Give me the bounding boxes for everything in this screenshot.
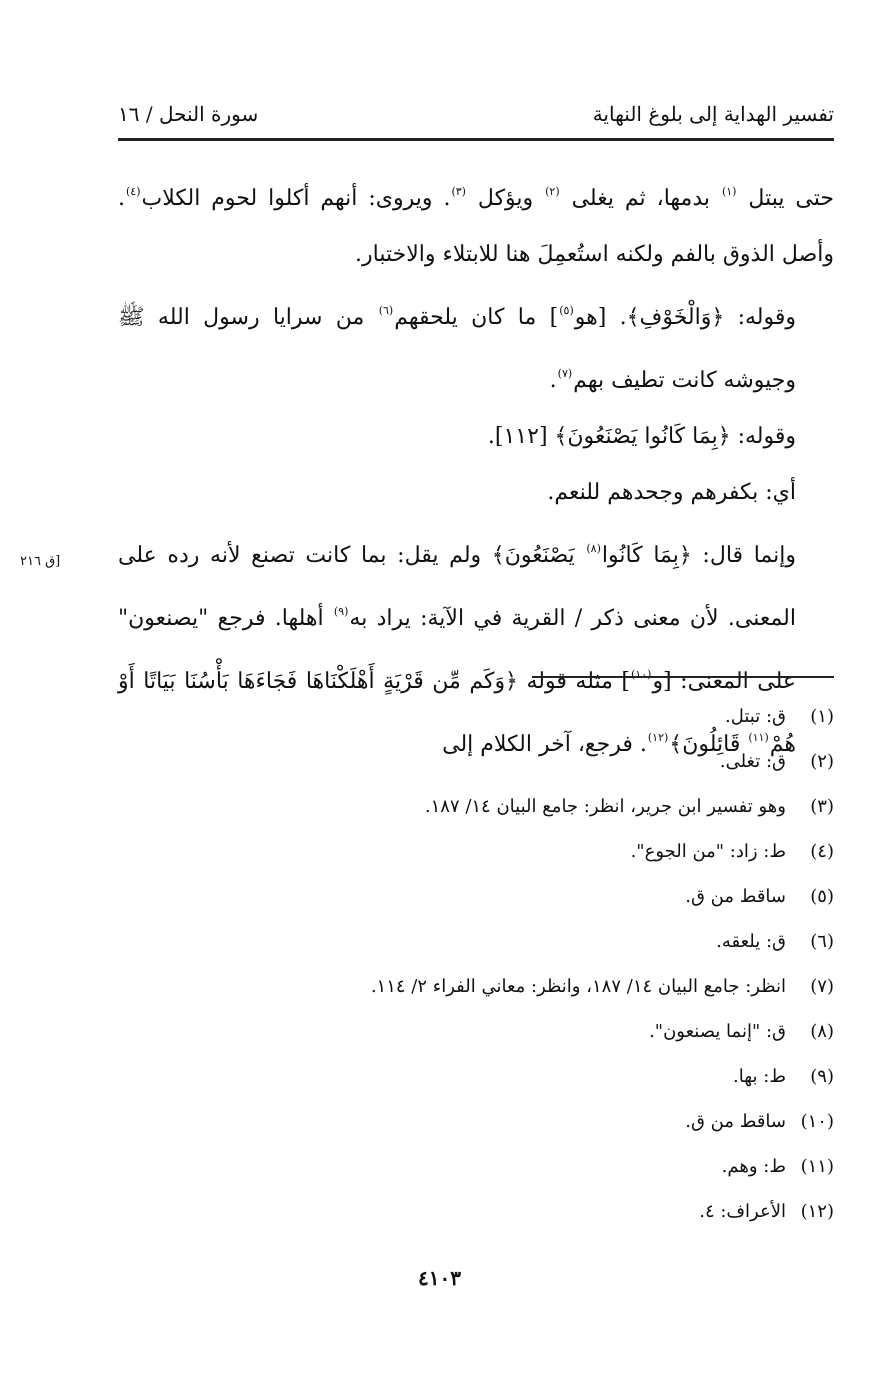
text-run: حتى يبتل — [737, 186, 835, 211]
footnote-number: (١٠) — [800, 1111, 834, 1132]
footnote-separator — [532, 676, 834, 678]
footnote-item — [74, 1062, 834, 1107]
text-run: . ويروى: أنهم أكلوا لحوم الكلاب — [141, 186, 451, 211]
footnote-marker: (٩) — [333, 605, 349, 618]
footnotes-list — [74, 702, 834, 1242]
text-run: يَصْنَعُونَ﴾ ولم يقل: بما كانت تصنع لأنه رده على المعنى. لأن معنى ذكر / القرية في الآية: يراد به — [118, 543, 796, 631]
footnote-text: ساقط من ق. — [685, 886, 786, 907]
footnote-item — [74, 747, 834, 792]
book-title: تفسير الهداية إلى بلوغ النهاية — [592, 102, 834, 126]
paragraph-3 — [118, 409, 834, 465]
text-run: من سرايا رسول الله ﷺ وجيوشه كانت تطيف بهم — [118, 305, 796, 393]
footnote-number: (٣) — [810, 796, 834, 817]
footnote-marker: (١١) — [748, 731, 769, 744]
manuscript-margin-note: [ق ٢١٦ — [20, 554, 61, 569]
text-run: . فرجع، آخر الكلام إلى — [442, 732, 647, 757]
paragraph-1 — [118, 164, 834, 283]
footnote-item — [74, 1107, 834, 1152]
footnote-item — [74, 882, 834, 927]
paragraph-4 — [118, 465, 834, 521]
footnote-item — [74, 1197, 834, 1242]
footnote-number: (٢) — [810, 751, 834, 772]
text-run: ] مثله قوله ﴿وَكَم مِّن قَرْيَةٍ أَهْلَكْنَاهَا فَجَاءَهَا بَأْسُنَا بَيَاتًا أَوْ هُمْ — [118, 669, 796, 757]
footnote-item — [74, 927, 834, 972]
footnote-text: انظر: جامع البيان ١٤/ ١٨٧، وانظر: معاني الفراء ٢/ ١١٤. — [370, 976, 786, 997]
text-run: قَائِلُونَ﴾ — [669, 732, 748, 757]
page-number: ٤١٠٣ — [418, 1266, 461, 1290]
footnote-item — [74, 792, 834, 837]
text-run: وإنما قال: ﴿بِمَا كَانُوا — [601, 543, 796, 568]
footnote-marker: (٧) — [557, 367, 573, 380]
footnote-text: ط: وهم. — [721, 1156, 786, 1177]
footnote-text: ق: تغلى. — [719, 751, 786, 772]
text-run: وقوله: ﴿وَالْخَوْفِ﴾. [هو — [574, 305, 796, 330]
footnote-marker: (٦) — [378, 304, 394, 317]
text-run: ويؤكل — [466, 186, 545, 211]
footnote-marker: (١) — [721, 185, 737, 198]
footnote-item — [74, 702, 834, 747]
footnote-number: (٦) — [810, 931, 834, 952]
text-run: وقوله: ﴿بِمَا كَانُوا يَصْنَعُونَ﴾ [١١٢]. — [487, 424, 796, 449]
footnote-number: (٧) — [810, 976, 834, 997]
text-run: أهلها. فرجع "يصنعون" على المعنى: [و — [118, 606, 796, 694]
footnote-number: (٨) — [810, 1021, 834, 1042]
footnote-marker: (٤) — [126, 185, 141, 198]
footnote-number: (١٢) — [800, 1201, 834, 1222]
footnote-marker: (٣) — [451, 185, 466, 198]
footnote-marker: (٢) — [545, 185, 560, 198]
text-run: . — [549, 368, 557, 393]
text-run: بدمها، ثم يغلى — [560, 186, 721, 211]
footnote-text: وهو تفسير ابن جرير، انظر: جامع البيان ١٤/ ١٨٧. — [424, 796, 786, 817]
footnote-text: ق: تبتل. — [725, 706, 786, 727]
footnote-text: ق: "إنما يصنعون". — [649, 1021, 786, 1042]
footnote-marker: (٥) — [559, 304, 574, 317]
paragraph-2 — [118, 283, 834, 409]
footnote-number: (١١) — [800, 1156, 834, 1177]
surah-reference: سورة النحل / ١٦ — [118, 102, 259, 126]
footnote-marker: (٨) — [586, 542, 601, 555]
main-text — [118, 164, 834, 773]
footnote-marker: (١٠) — [631, 668, 652, 681]
footnote-number: (٤) — [810, 841, 834, 862]
footnote-item — [74, 972, 834, 1017]
footnote-marker: (١٢) — [647, 731, 669, 744]
text-run: . وأصل الذوق بالفم ولكنه استُعمِلَ هنا للابتلاء والاختبار. — [118, 186, 834, 267]
text-run: ] ما كان يلحقهم — [394, 305, 559, 330]
footnote-number: (١) — [810, 706, 834, 727]
footnote-text: ساقط من ق. — [685, 1111, 786, 1132]
footnote-item — [74, 837, 834, 882]
running-header — [118, 94, 834, 141]
footnote-text: ط: زاد: "من الجوع". — [630, 841, 786, 862]
footnote-item — [74, 1017, 834, 1062]
footnote-number: (٩) — [810, 1066, 834, 1087]
footnote-number: (٥) — [810, 886, 834, 907]
footnote-text: ط: بها. — [733, 1066, 786, 1087]
footnote-item — [74, 1152, 834, 1197]
footnote-text: ق: يلعقه. — [716, 931, 786, 952]
text-run: أي: بكفرهم وجحدهم للنعم. — [547, 480, 796, 505]
footnote-text: الأعراف: ٤. — [699, 1201, 786, 1222]
